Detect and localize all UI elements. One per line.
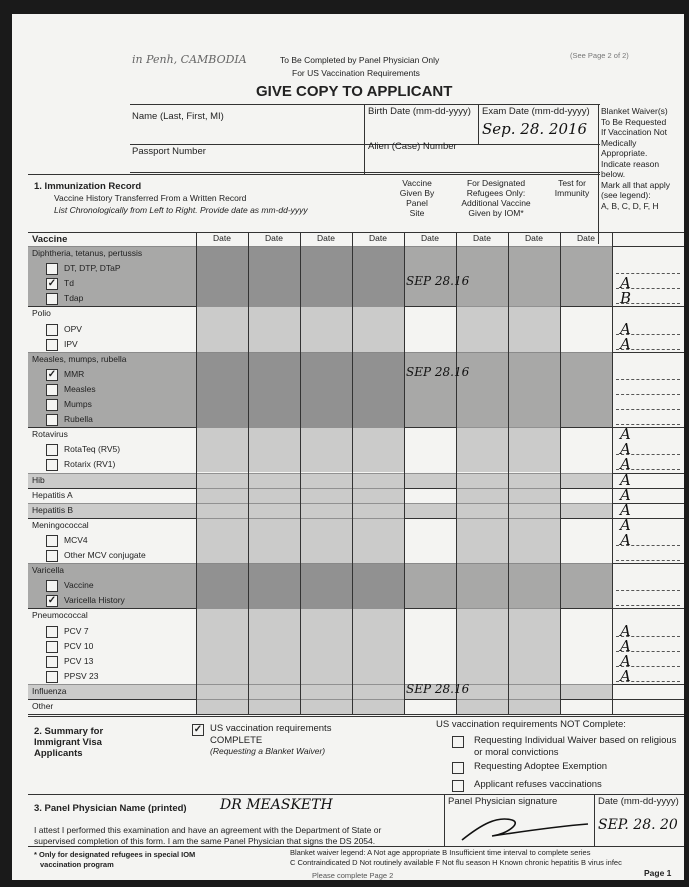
vaccine-label: Vaccine [64,580,94,591]
bottom-note: Please complete Page 2 [312,871,394,880]
light-shaded-row [28,681,612,699]
record-subtitle: Vaccine History Transferred From a Written Record [54,193,247,203]
physician-name-label: 3. Panel Physician Name (printed) [34,803,187,814]
not-complete-title: US vaccination requirements NOT Complete: [436,719,626,730]
vaccine-table [28,232,684,714]
vaccine-checkbox[interactable] [46,263,58,275]
date-column-header: Date [317,233,335,243]
vaccine-checkbox[interactable] [46,459,58,471]
waiver-reason: A [620,485,631,504]
column-divider [352,232,353,714]
waiver-reason: A [620,440,631,459]
vaccine-label: RotaTeq (RV5) [64,444,121,455]
refugee-header: For Designated Refugees Only: Additional Vaccine Given by IOM* [461,178,531,218]
vaccine-checkbox[interactable] [46,535,58,547]
waiver-dash [616,409,680,410]
vaccine-checkbox[interactable] [46,339,58,351]
adoptee-label: Requesting Adoptee Exemption [474,761,608,772]
date-column-header: Date [213,233,231,243]
vaccine-group-label: Measles, mumps, rubella [32,353,127,364]
column-divider [300,232,301,714]
column-divider [560,232,561,714]
refuses-checkbox[interactable] [452,780,464,792]
waiver-dash [616,605,680,606]
vaccine-checkbox[interactable] [46,656,58,668]
vaccine-label: PCV 7 [64,625,89,636]
waiver-reason: A [620,274,631,293]
vaccine-label: DT, DTP, DTaP [64,263,121,274]
vaccine-label: Measles [64,383,96,394]
physician-signature [452,806,592,846]
vaccine-label: MCV4 [64,534,88,545]
passport-label: Passport Number [132,146,206,157]
vaccine-label: Hepatitis A [32,489,73,500]
vaccine-checkbox[interactable] [46,384,58,396]
signature-date-label: Date (mm-dd-yyyy) [598,796,679,807]
waiver-reason: A [620,621,631,640]
vaccine-checkbox[interactable] [46,293,58,305]
vaccine-label: MMR [64,368,85,379]
complete-label: US vaccination requirements [210,723,332,734]
exam-date-label: Exam Date (mm-dd-yyyy) [482,106,590,117]
date-column-header: Date [265,233,283,243]
footnote-2: vaccination program [40,860,114,869]
vaccine-checkbox[interactable]: ✓ [47,368,57,380]
vaccine-checkbox[interactable] [46,550,58,562]
page-number: Page 1 [644,868,672,878]
vaccine-group-label: Varicella [32,565,64,576]
block-divider [28,714,684,715]
form-page [12,14,684,880]
date-column-header: Date [369,233,387,243]
waiver-dash [616,590,680,591]
signature-label: Panel Physician signature [448,796,558,807]
alien-number-label: Alien (Case) Number [368,141,457,152]
date-column-header: Date [525,233,543,243]
vaccine-checkbox[interactable] [46,641,58,653]
adoptee-checkbox[interactable] [452,762,464,774]
waiver-reason: A [620,651,631,670]
vaccine-label: Other [32,701,54,711]
vaccine-checkbox[interactable] [46,399,58,411]
name-label: Name (Last, First, MI) [132,111,224,122]
vaccine-checkbox[interactable] [46,626,58,638]
vaccine-label: Hepatitis B [32,504,74,515]
vaccine-label: PCV 13 [64,655,94,666]
legend-line-1: Blanket waiver legend: A Not age appropriate B Insufficient time interval to complete series [290,848,591,857]
vaccine-group-label: Rotavirus [32,429,68,440]
waiver-reason: A [620,455,631,474]
vaccine-label: Tdap [64,293,84,304]
birth-date-label: Birth Date (mm-dd-yyyy) [368,106,471,117]
vaccine-checkbox[interactable] [46,414,58,426]
immunity-header: Test for Immunity [554,178,590,198]
vaccine-column-header: Vaccine [32,234,68,245]
light-shaded-row [28,503,612,518]
vaccine-label: Mumps [64,399,92,409]
waiver-reason: B [620,289,632,308]
date-column-header: Date [421,233,439,243]
exam-date-value: Sep. 28. 2016 [482,120,588,138]
vaccine-checkbox[interactable]: ✓ [47,278,57,290]
column-divider [404,232,405,714]
vaccine-label: Other MCV conjugate [64,550,146,560]
waiver-reason: A [620,334,631,353]
vaccine-label: Td [64,278,74,289]
vaccine-checkbox[interactable] [46,671,58,683]
column-divider [508,232,509,714]
vaccine-label: IPV [64,338,78,349]
religious-waiver-label: Requesting Individual Waiver based on religious [474,735,677,746]
waiver-reason: A [620,515,631,534]
religious-waiver-label-2: or moral convictions [474,747,559,758]
column-divider [248,232,249,714]
immunization-record-title: 1. Immunization Record [34,181,142,192]
completion-note: To Be Completed by Panel Physician Only [280,55,440,65]
attestation-1: I attest I performed this examination and have an agreement with the Department of State or [34,825,382,835]
waiver-reason: A [620,425,631,444]
panel-site-header: Vaccine Given By Panel Site [399,178,435,218]
waiver-reason: A [620,530,631,549]
vaccine-checkbox[interactable]: ✓ [47,595,57,607]
signature-date-value: SEP. 28. 20 [598,817,678,833]
waiver-reason: A [620,500,631,519]
vaccine-checkbox[interactable] [46,324,58,336]
summary-title: 2. Summary for Immigrant Visa Applicants [34,726,104,759]
vaccine-group-label: Polio [32,308,51,319]
religious-waiver-checkbox[interactable] [452,736,464,748]
vaccine-label: Influenza [32,685,67,696]
waiver-reason: A [620,470,631,489]
vaccine-group-label: Diphtheria, tetanus, pertussis [32,248,143,258]
legend-line-2: C Contraindicated D Not routinely available F Not flu season H Known chronic hepatitis B virus infec [290,858,622,867]
waiver-reason: A [620,319,631,338]
waiver-instructions: Blanket Waiver(s) To Be Requested If Vaccination Not Medically Appropriate. Indicate reason below. Mark all that apply (see legend): A, B, C, D, F, H [601,106,670,211]
complete-checkbox[interactable]: ✓ [193,724,203,735]
vaccine-label: Hib [32,474,45,485]
date-column-header: Date [473,233,491,243]
column-divider [196,232,197,714]
record-instruction: List Chronologically from Left to Right. Provide date as mm-dd-yyyy [54,205,308,215]
refuses-label: Applicant refuses vaccinations [474,779,602,790]
complete-label-2: COMPLETE [210,735,263,746]
date-column-header: Date [577,233,595,243]
waiver-reason: A [620,666,631,685]
column-divider [612,232,613,714]
complete-note: (Requesting a Blanket Waiver) [210,746,326,756]
vaccine-label: Varicella History [64,595,125,606]
vaccine-group-label: Meningococcal [32,519,89,530]
vaccine-group-label: Pneumococcal [32,610,88,621]
panel-date-value: SEP 28.16 [406,681,470,696]
vaccine-label: Rotarix (RV1) [64,459,116,470]
attestation-2: supervised completion of this form. I am the same Panel Physician that signs the DS 2054. [34,836,376,846]
column-divider [456,232,457,714]
panel-date-value: SEP 28.16 [406,274,470,289]
footnote-1: * Only for designated refugees in special IOM [34,850,196,859]
vaccine-label: PPSV 23 [64,670,99,681]
physician-name-value: DR MEASKETH [220,797,333,813]
clinic-stamp: in Penh, CAMBODIA [132,53,247,66]
form-title: GIVE COPY TO APPLICANT [256,83,453,100]
page-ref: (See Page 2 of 2) [570,51,629,60]
waiver-dash [616,394,680,395]
vaccine-label: Rubella [64,414,93,425]
waiver-dash [616,560,680,561]
vaccine-label: PCV 10 [64,640,94,651]
panel-date-value: SEP 28.16 [406,364,470,379]
waiver-dash [616,379,680,380]
waiver-reason: A [620,636,631,655]
requirement-note: For US Vaccination Requirements [292,68,420,78]
vaccine-label: OPV [64,323,82,334]
light-shaded-row [28,473,612,488]
vaccine-checkbox[interactable] [46,580,58,592]
vaccine-checkbox[interactable] [46,444,58,456]
